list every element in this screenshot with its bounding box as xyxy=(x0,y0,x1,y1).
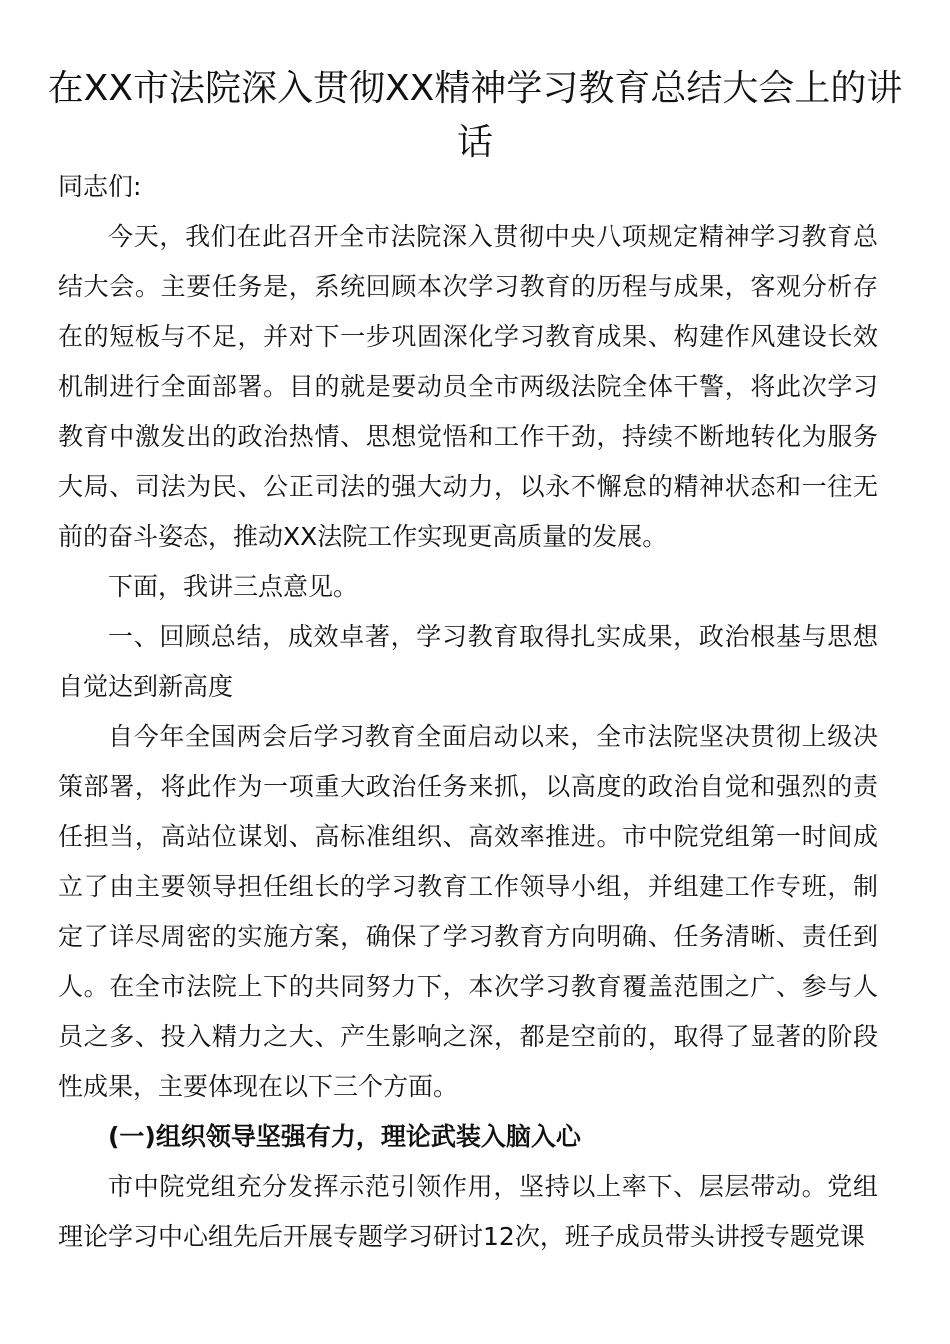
paragraph-outline: 下面，我讲三点意见。 xyxy=(108,572,359,601)
document-title: 在XX市法院深入贯彻XX精神学习教育总结大会上的讲话 xyxy=(47,68,903,163)
paragraph-leadership: 市中院党组充分发挥示范引领作用，坚持以上率下、层层带动。党组理论学习中心组先后开展专题学习研讨12次，班子成员带头讲授专题党课 xyxy=(58,1172,878,1251)
salutation: 同志们: xyxy=(58,172,142,201)
subsection-heading-1: (一)组织领导坚强有力，理论武装入脑入心 xyxy=(108,1122,581,1151)
section-heading-1: 一、回顾总结，成效卓著，学习教育取得扎实成果，政治根基与思想自觉达到新高度 xyxy=(58,622,878,701)
paragraph-intro: 今天，我们在此召开全市法院深入贯彻中央八项规定精神学习教育总结大会。主要任务是，系统回顾本次学习教育的历程与成果，客观分析存在的短板与不足，并对下一步巩固深化学习教育成果、构建作风建设长效机制进行全面部署。目的就是要动员全市两级法院全体干警，将此次学习教育中激发出的政治热情、思想觉悟和工作干劲，持续不断地转化为服务大局、司法为民、公正司法的强大动力，以永不懈怠的精神状态和一往无前的奋斗姿态，推动XX法院工作实现更高质量的发展。 xyxy=(58,222,878,551)
document-body xyxy=(58,162,878,1262)
paragraph-review: 自今年全国两会后学习教育全面启动以来，全市法院坚决贯彻上级决策部署，将此作为一项重大政治任务来抓，以高度的政治自觉和强烈的责任担当，高站位谋划、高标准组织、高效率推进。市中院党组第一时间成立了由主要领导担任组长的学习教育工作领导小组，并组建工作专班，制定了详尽周密的实施方案，确保了学习教育方向明确、任务清晰、责任到人。在全市法院上下的共同努力下，本次学习教育覆盖范围之广、参与人员之多、投入精力之大、产生影响之深，都是空前的，取得了显著的阶段性成果，主要体现在以下三个方面。 xyxy=(58,722,878,1101)
